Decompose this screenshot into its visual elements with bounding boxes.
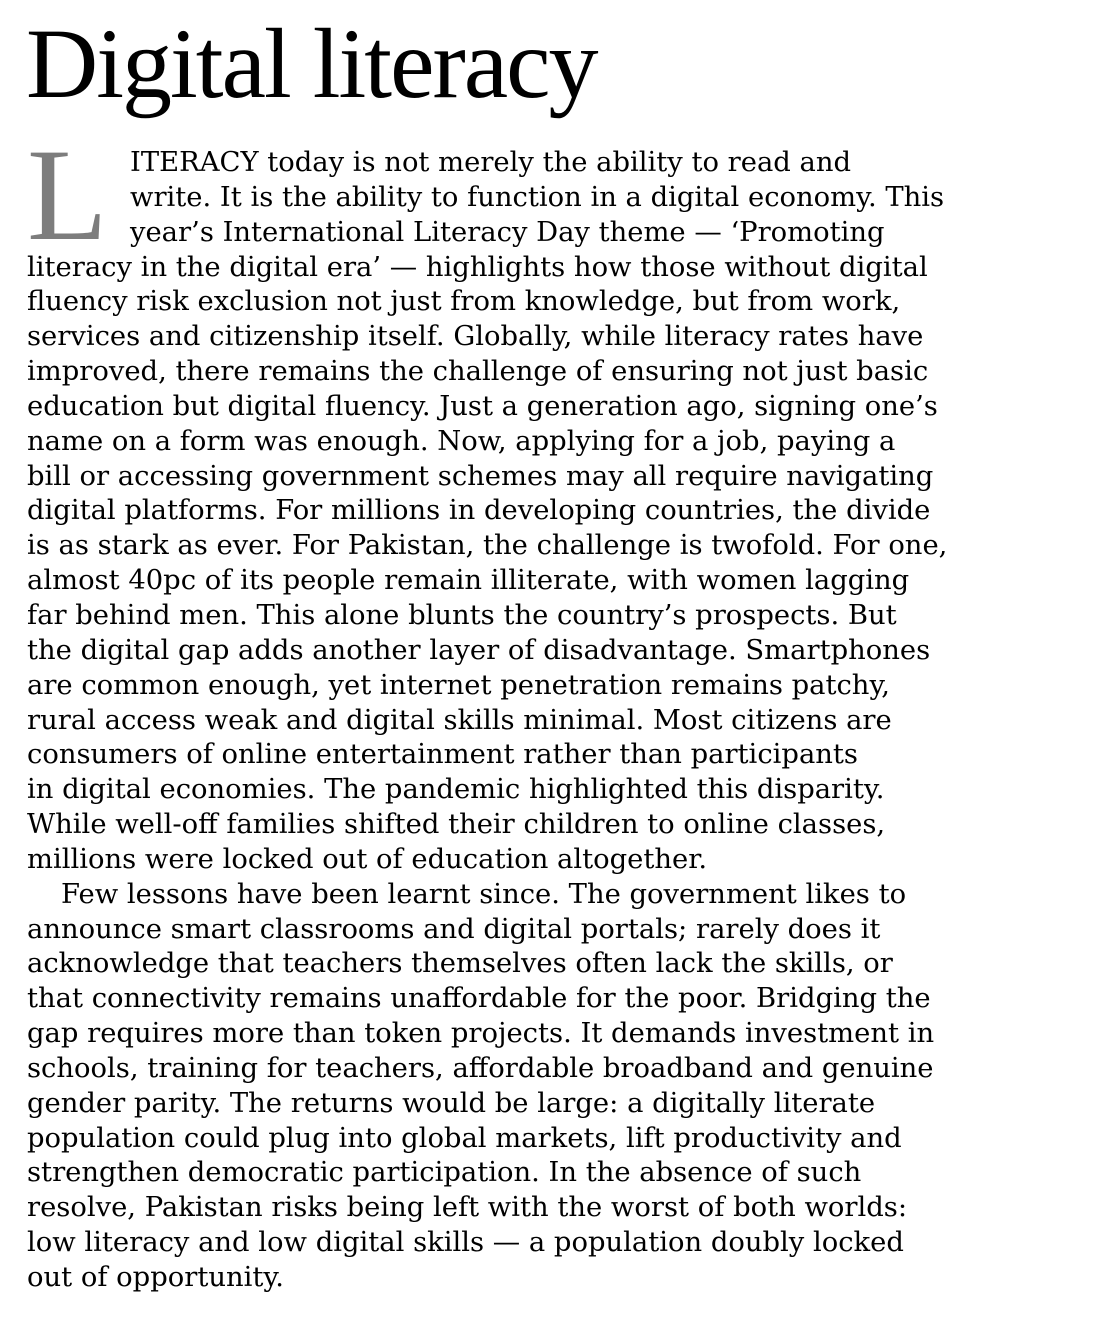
article-line: announce smart classrooms and digital portals; rarely does it	[27, 913, 881, 945]
article-line: that connectivity remains unaffordable for the poor. Bridging the	[27, 983, 931, 1015]
article-line: services and citizenship itself. Globally, while literacy rates have	[27, 321, 924, 353]
article-line: write. It is the ability to function in a digital economy. This	[130, 181, 945, 213]
article-line: resolve, Pakistan risks being left with the worst of both worlds:	[27, 1192, 908, 1224]
article-line: gap requires more than token projects. It demands investment in	[27, 1018, 935, 1050]
article-line: in digital economies. The pandemic highlighted this disparity.	[27, 774, 885, 806]
paragraph-start-line: Few lessons have been learnt since. The government likes to	[61, 878, 907, 910]
article-line: ITERACY today is not merely the ability to read and	[130, 147, 852, 178]
article-line: schools, training for teachers, affordable broadband and genuine	[27, 1052, 934, 1084]
article-line: While well-off families shifted their children to online classes,	[27, 809, 886, 841]
article-line: year’s International Literacy Day theme — ‘Promoting	[130, 216, 885, 248]
article-line: low literacy and low digital skills — a population doubly locked	[27, 1227, 904, 1259]
article-line: name on a form was enough. Now, applying for a job, paying a	[27, 425, 896, 457]
article-line: millions were locked out of education altogether.	[27, 843, 708, 875]
article-line: improved, there remains the challenge of ensuring not just basic	[27, 356, 929, 388]
article-line: rural access weak and digital skills minimal. Most citizens are	[27, 704, 892, 736]
article-line: education but digital fluency. Just a generation ago, signing one’s	[27, 390, 938, 422]
article-line: bill or accessing government schemes may all require navigating	[27, 460, 934, 492]
article-line: are common enough, yet internet penetration remains patchy,	[27, 669, 890, 701]
article-line: is as stark as ever. For Pakistan, the challenge is twofold. For one,	[27, 530, 948, 562]
article-line: literacy in the digital era’ — highlights how those without digital	[27, 251, 928, 283]
article-line: consumers of online entertainment rather than participants	[27, 739, 858, 771]
article-line: digital platforms. For millions in developing countries, the divide	[27, 495, 931, 527]
article-line: acknowledge that teachers themselves often lack the skills, or	[27, 948, 893, 980]
article-line: out of opportunity.	[27, 1262, 284, 1293]
article-line: fluency risk exclusion not just from knowledge, but from work,	[27, 286, 901, 318]
article-line: strengthen democratic participation. In the absence of such	[27, 1157, 862, 1189]
article-line: the digital gap adds another layer of disadvantage. Smartphones	[27, 634, 931, 666]
article-line: almost 40pc of its people remain illiterate, with women lagging	[27, 565, 910, 597]
drop-cap: L	[27, 121, 108, 268]
article-body	[27, 121, 1077, 1296]
article-line: far behind men. This alone blunts the country’s prospects. But	[27, 599, 897, 631]
headline: Digital literacy	[26, 8, 597, 119]
article-line: population could plug into global markets, lift productivity and	[27, 1122, 902, 1154]
article-line: gender parity. The returns would be large: a digitally literate	[27, 1087, 876, 1119]
